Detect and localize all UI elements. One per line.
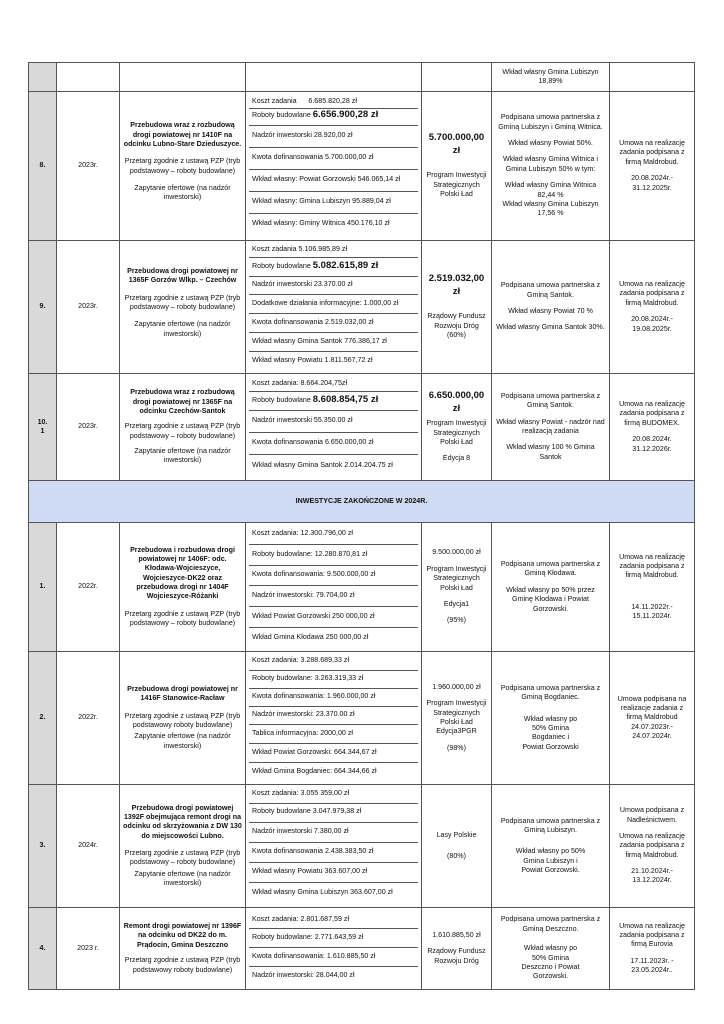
cost-line: Wkład własny: Gminy Witnica 450.176,10 zł xyxy=(252,219,390,227)
status-cell: Umowa podpisana na realizacje zadania z firmą Maldrobud 24.07.2023r.- 24.07.2024r. xyxy=(610,652,695,785)
project-title: Remont drogi powiatowej nr 1396F na odcinku od DK22 do m. Prądocin, Gmina Deszczno xyxy=(123,922,242,949)
cost-line: Roboty budowlane 5.082.615,89 zł xyxy=(249,258,418,277)
partner-cell: Podpisana umowa partnerska z Gminą Kłodawa. Wkład własny po 50% przez Gminę Kłodawa i Powiat Gorzowski. xyxy=(492,523,610,652)
year-cell: 2022r. xyxy=(57,523,120,652)
procurement-method: Przetarg zgodnie z ustawą PZP (tryb podstawowy – roboty budowlane) xyxy=(124,609,241,628)
status-cell: Umowa na realizację zadania podpisana z firmą Maldrobud. 14.11.2022r.- 15.11.2024r. xyxy=(610,523,695,652)
procurement-method: Przetarg zgodnie z ustawą PZP (tryb podstawowy – roboty budowlane) xyxy=(124,422,241,440)
partner-cell: Podpisana umowa partnerska z Gminą Lubiszyn i Gminą Witnica. Wkład własny Powiat 50%. Wkład własny Gmina Witnica i Gmina Lubiszyn 50% w tym: Wkład własny Gmina Witnica 82,44 % Wkład własny Gmina Lubiszyn 17,56 % xyxy=(492,92,610,241)
procurement-method: Przetarg zgodnie z ustawą PZP (tryb podstawowy roboty budowlane) xyxy=(124,711,241,729)
cost-cell xyxy=(246,785,422,908)
project-name-cell xyxy=(120,652,246,785)
project-name-cell xyxy=(120,374,246,481)
project-name-cell xyxy=(120,241,246,374)
cost-line: Nadzór inwestorski: 79.704,00 zł xyxy=(249,586,418,607)
cost-line: Kwota dofinansowania: 1.960.000,00 zł xyxy=(249,689,418,707)
cost-line: Roboty budowlane 8.608.854,75 zł xyxy=(249,392,418,411)
funding-cell: 9.500.000,00 zł Program Inwestycji Strategicznych Polski Ład Edycja1 (95%) xyxy=(422,523,492,652)
cost-line: Kwota dofinansowania 6.650.000,00 zł xyxy=(249,433,418,455)
status-cell: Umowa na realizację zadania podpisana z firmą Maldrobud. 20.08.2024r.- 19.08.2025r. xyxy=(610,241,695,374)
funding-cell xyxy=(422,241,492,374)
funding-amount: 2.519.032,00 zł xyxy=(428,273,485,297)
funding-cell: 1.960.000,00 zł Program Inwestycji Strategicznych Polski Ład Edycja3PGR (98%) xyxy=(422,652,492,785)
cost-line: Wkład własny Powiatu 1.811.567,72 zł xyxy=(252,356,373,364)
cost-cell xyxy=(246,241,422,374)
cost-line: Wkład własny Powiatu 363.607,00 zł xyxy=(249,863,418,883)
cost-line: Wkład Powiat Gorzowski: 664.344,67 zł xyxy=(249,744,418,763)
cost-line: Nadzór inwestorski 55.350.00 zł xyxy=(249,411,418,433)
cost-cell xyxy=(246,92,422,241)
funding-program: Program Inwestycji Strategicznych Polski Ład xyxy=(426,171,487,199)
procurement-method: Przetarg zgodnie z ustawą PZP (tryb podstawowy roboty budowlane) xyxy=(124,956,241,974)
project-title: Przebudowa wraz z rozbudową drogi powiatowej nr 1365F na odcinku Czechów-Santok xyxy=(130,388,235,415)
cost-line: Wkład własny Gmina Santok 776.386,17 zł xyxy=(249,333,418,352)
procurement-method: Zapytanie ofertowe (na nadzór inwestorski) xyxy=(134,320,231,338)
project-title: Przebudowa drogi powiatowej nr 1365F Gorzów Wlkp. – Czechów xyxy=(127,266,238,285)
funding-amount: 9.500.000,00 zł xyxy=(432,548,481,557)
status-cell: Umowa na realizację zadania podpisana z firmą BUDOMEX. 20.08.2024r. 31.12.2026r. xyxy=(610,374,695,481)
cost-line: Roboty budowlane: 2.771.643,59 zł xyxy=(249,929,418,948)
row-number-cell: 9. xyxy=(29,241,57,374)
funding-cell xyxy=(422,908,492,990)
partner-cell: Podpisana umowa partnerska z Gminą Deszczno. Wkład własny po 50% Gmina Deszczno i Powiat Gorzowski. xyxy=(492,908,610,990)
funding-amount: 1.610.885,50 zł xyxy=(432,930,481,939)
cost-line: Tablica informacyjna: 2000,00 zł xyxy=(249,725,418,744)
partner-cell: Podpisana umowa partnerska z Gminą Santok. Wkład własny Powiat 70 % Wkład własny Gmina Santok 30%. xyxy=(492,241,610,374)
cost-line: Roboty budowlane 3.047.979,38 zł xyxy=(249,804,418,823)
table-row xyxy=(29,652,695,785)
funding-cell: Lasy Polskie (80%) xyxy=(422,785,492,908)
project-name-cell xyxy=(120,908,246,990)
project-title: Przebudowa wraz z rozbudową drogi powiatowej nr 1410F na odcinku Lubno-Stare Dzieduszyce. xyxy=(123,121,242,148)
procurement-method: Przetarg zgodnie z ustawą PZP (tryb podstawowy – roboty budowlane) xyxy=(124,293,241,311)
cost-line: Wkład własny: Powiat Gorzowski 546.065,14 zł xyxy=(249,170,418,192)
funding-amount: 5.700.000,00 zł xyxy=(428,132,485,156)
table-row xyxy=(29,374,695,481)
cost-line: Nadzór inwestorski: 28.044,00 zł xyxy=(252,970,355,979)
project-title: Przebudowa i rozbudowa drogi powiatowej nr 1406F: odc. Kłodawa-Wojcieszyce, Wojcieszyce-DK22 oraz przebudowa drogi nr 1404F Wojcieszyce-Różanki xyxy=(130,545,235,601)
cost-line: Koszt zadania 6.685.820,28 zł xyxy=(249,94,418,109)
year-cell: 2023r. xyxy=(57,92,120,241)
cost-line: Kwota dofinansowania 5.700.000,00 zł xyxy=(249,148,418,170)
year-cell: 2022r. xyxy=(57,652,120,785)
cost-cell xyxy=(246,908,422,990)
cost-line: Wkład Gmina Kłodawa 250 000,00 zł xyxy=(252,633,369,641)
cost-line: Kwota dofinansowania: 9.500.000,00 zł xyxy=(249,566,418,586)
project-title: Przebudowa drogi powiatowej nr 1416F Stanowice-Racław xyxy=(127,684,238,703)
funding-program: Program Inwestycji Strategicznych Polski Ład xyxy=(426,564,487,592)
procurement-method: Zapytanie ofertowe (na nadzór inwestorski) xyxy=(134,869,231,888)
cost-line: Wkład własny Gmina Lubiszyn 363.607,00 zł xyxy=(252,888,393,896)
year-cell: 2023r. xyxy=(57,374,120,481)
table-row xyxy=(29,523,695,652)
cost-line: Koszt zadania: 3.055 359,00 zł xyxy=(249,787,418,804)
year-cell: 2023 r. xyxy=(57,908,120,990)
partner-cell: Podpisana umowa partnerska z Gminą Bogdaniec. Wkład własny po 50% Gmina Bogdaniec i Powiat Gorzowski xyxy=(492,652,610,785)
project-name-cell xyxy=(120,785,246,908)
procurement-method: Zapytanie ofertowe (na nadzór inwestorski) xyxy=(134,184,231,202)
cost-line: Koszt zadania: 2.801.687,59 zł xyxy=(249,912,418,929)
cost-line: Dodatkowe działania informacyjne: 1.000,00 zł xyxy=(249,295,418,314)
row-number-cell: 1. xyxy=(29,523,57,652)
cost-line: Wkład Gmina Bogdaniec: 664.344,66 zł xyxy=(252,767,377,775)
table-row xyxy=(29,63,695,92)
cost-cell xyxy=(246,374,422,481)
table-row xyxy=(29,92,695,241)
cost-line: Roboty budowlane: 12.280.870,81 zł xyxy=(249,545,418,566)
funding-program: Rządowy Fundusz Rozwoju Dróg (60%) xyxy=(427,312,486,340)
cost-line: Roboty budowlane: 3.263.319,33 zł xyxy=(249,671,418,689)
procurement-method: Przetarg zgodnie z ustawą PZP (tryb podstawowy – roboty budowlane) xyxy=(124,849,241,867)
cost-line: Koszt zadania: 3.288.689,33 zł xyxy=(249,654,418,671)
cost-line: Nadzór inwestorski 23.370.00 zł xyxy=(249,277,418,295)
cost-line: Kwota dofinansowania 2.438.383,50 zł xyxy=(249,843,418,863)
cost-line: Nadzór inwestorski 7.380,00 zł xyxy=(249,823,418,843)
table-row xyxy=(29,785,695,908)
year-cell: 2023r. xyxy=(57,241,120,374)
status-cell: Umowa podpisana z Nadleśnictwem. Umowa na realizację zadania podpisana z firmą Maldrobud. 21.10.2024r.- 13.12.2024r. xyxy=(610,785,695,908)
table-row xyxy=(29,908,695,990)
partner-note: Wkład własny Gmina Lubiszyn 18,89% xyxy=(502,67,599,85)
row-number-cell: 3. xyxy=(29,785,57,908)
cost-line: Nadzór inwestorski: 23.370.00 zł xyxy=(249,707,418,725)
cost-line: Kwota dofinansowania: 1.610.885,50 zł xyxy=(249,948,418,967)
cost-line: Koszt zadania: 12.300.796,00 zł xyxy=(249,525,418,545)
procurement-method: Zapytanie ofertowe (na nadzór inwestorski) xyxy=(134,447,231,465)
cost-line: Kwota dofinansowania 2.519.032,00 zł xyxy=(249,314,418,333)
cost-line: Koszt zadania: 8.664.204,75zł xyxy=(249,376,418,392)
partner-cell xyxy=(492,63,610,92)
year-cell: 2024r. xyxy=(57,785,120,908)
funding-program: Rządowy Fundusz Rozwoju Dróg xyxy=(427,947,486,965)
row-number-cell: 8. xyxy=(29,92,57,241)
cost-cell xyxy=(246,523,422,652)
cost-line: Koszt zadania 5.106.985,89 zł xyxy=(249,243,418,258)
row-number-cell xyxy=(29,63,57,92)
cost-line: Wkład własny Gmina Santok 2.014.204.75 zł xyxy=(252,461,393,469)
cost-line: Wkład własny: Gmina Lubiszyn 95.889,04 zł xyxy=(249,192,418,214)
cost-line: Wkład Powiat Gorzowski 250 000,00 zł xyxy=(249,607,418,628)
row-number-cell: 4. xyxy=(29,908,57,990)
funding-amount: 1.960.000,00 zł xyxy=(432,682,481,691)
procurement-method: Zapytanie ofertowe (na nadzór inwestorski) xyxy=(134,732,231,750)
investments-table xyxy=(28,62,695,990)
procurement-method: Przetarg zgodnie z ustawą PZP (tryb podstawowy – roboty budowlane) xyxy=(124,157,241,175)
project-name-cell xyxy=(120,523,246,652)
funding-program: Program Inwestycji Strategicznych Polski Ład Edycja3PGR xyxy=(426,699,487,736)
row-number-cell: 2. xyxy=(29,652,57,785)
cost-line: Nadzór inwestorski 28.920,00 zł xyxy=(249,126,418,148)
section-header-row xyxy=(29,481,695,523)
funding-edition: Edycja 8 xyxy=(442,454,471,463)
funding-cell xyxy=(422,374,492,481)
project-name-cell xyxy=(120,92,246,241)
table-row xyxy=(29,241,695,374)
funding-cell xyxy=(422,92,492,241)
project-title: Przebudowa drogi powiatowej 1392F obejmująca remont drogi na odcinku od skrzyżowania z DW 130 do miejscowości Lubno. xyxy=(123,803,242,840)
cost-cell xyxy=(246,652,422,785)
funding-program: Lasy Polskie xyxy=(436,830,477,839)
funding-program: Program Inwestycji Strategicznych Polski Ład xyxy=(426,419,487,447)
row-number-cell: 10. 1 xyxy=(29,374,57,481)
partner-cell: Podpisana umowa partnerska z Gminą Lubiszyn. Wkład własny po 50% Gmina Lubiszyn i Powiat Gorzowski. xyxy=(492,785,610,908)
section-title: INWESTYCJE ZAKOŃCZONE W 2024R. xyxy=(29,481,695,523)
status-cell: Umowa na realizację zadania podpisana z firmą Eurovia 17.11.2023r. - 23.05.2024r.. xyxy=(610,908,695,990)
partner-cell: Podpisana umowa partnerska z Gminą Santok. Wkład własny Powiat - nadzór nad realizacją zadania Wkład własny 100 % Gmina Santok xyxy=(492,374,610,481)
cost-line: Roboty budowlane 6.656.900,28 zł xyxy=(249,109,418,126)
funding-amount: 6.650.000,00 zł xyxy=(428,390,485,414)
status-cell: Umowa na realizację zadania podpisana z firmą Maldrobud. 20.08.2024r.- 31.12.2025r. xyxy=(610,92,695,241)
